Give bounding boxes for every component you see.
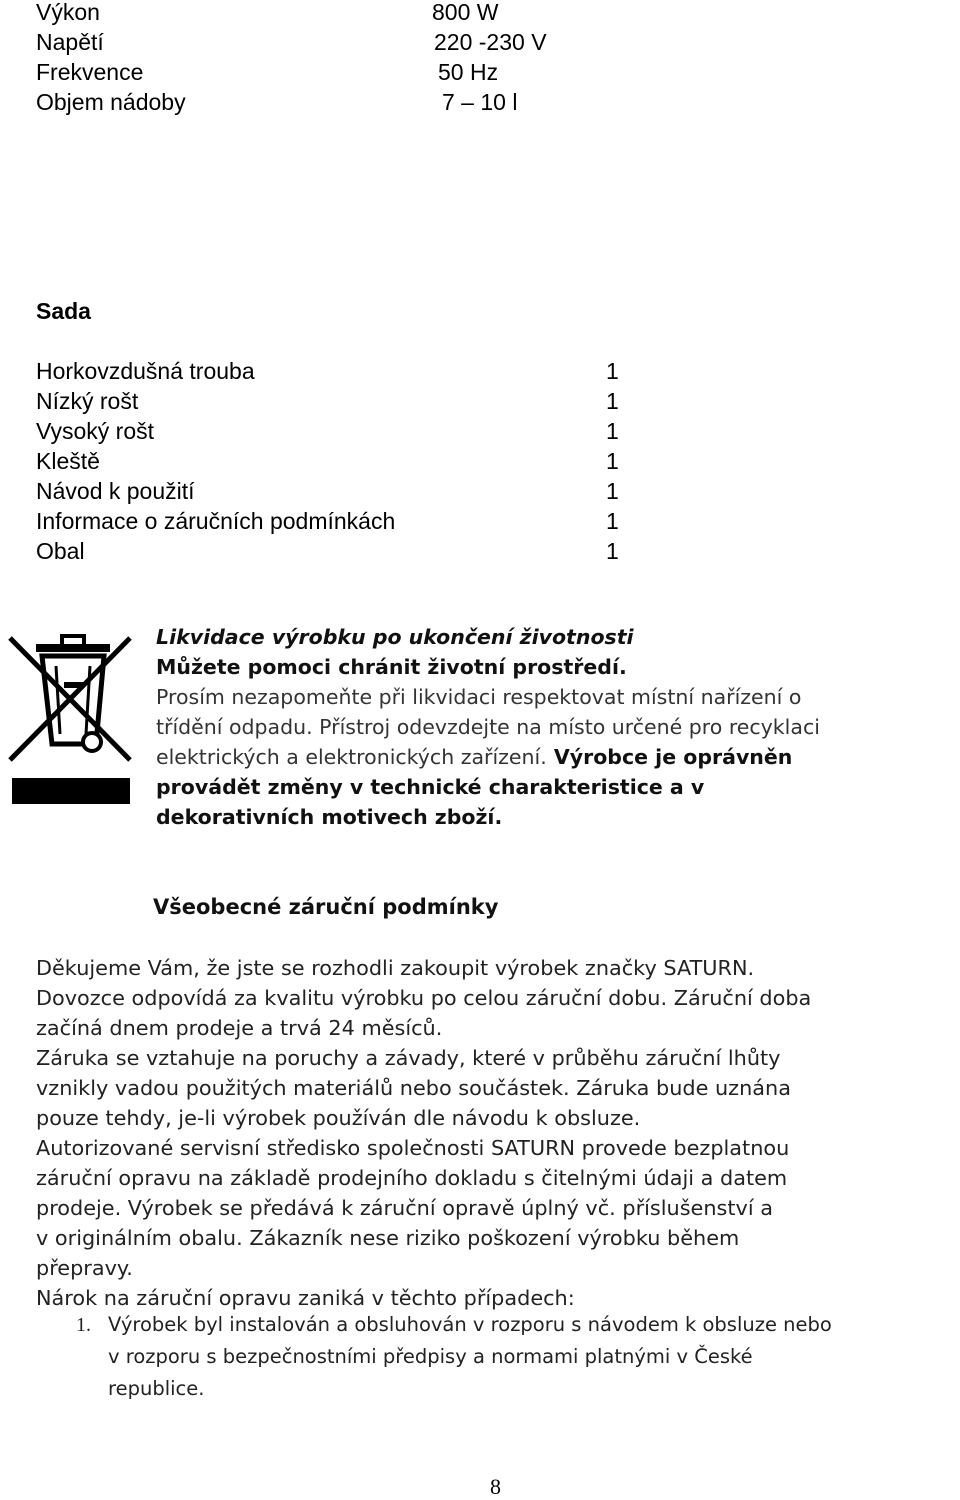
spec-label: Napětí [36, 29, 104, 55]
kit-item [36, 446, 636, 476]
disposal-section [156, 622, 956, 832]
kit-item-qty: 1 [606, 448, 619, 474]
kit-item-qty: 1 [606, 418, 619, 444]
kit-title: Sada [36, 298, 91, 324]
spec-label: Frekvence [36, 59, 144, 85]
disposal-line: provádět změny v technické charakteristice a v [156, 775, 705, 799]
spec-value: 220 -230 V [434, 29, 547, 55]
kit-item-qty: 1 [606, 538, 619, 564]
spec-value: 800 W [432, 0, 499, 25]
disposal-title: Likvidace výrobku po ukončení životnosti [156, 625, 634, 649]
list-item [108, 1309, 958, 1405]
kit-item [36, 386, 636, 416]
warranty-line: začíná dnem prodeje a trvá 24 měsíců. [36, 1016, 443, 1040]
warranty-body [36, 953, 956, 1313]
list-item-line: v rozporu s bezpečnostními předpisy a normami platnými v České [108, 1345, 753, 1368]
weee-crossed-bin-icon [6, 632, 136, 808]
warranty-line: Záruka se vztahuje na poruchy a závady, které v průběhu záruční lhůty [36, 1046, 781, 1070]
warranty-line: Autorizované servisní středisko společnosti SATURN provede bezplatnou [36, 1136, 790, 1160]
kit-item-name: Obal [36, 538, 85, 564]
disposal-text-bold: Výrobce je oprávněn [546, 745, 793, 769]
warranty-line: záruční opravu na základě prodejního dokladu s čitelnými údaji a datem [36, 1166, 788, 1190]
disposal-line: Můžete pomoci chránit životní prostředí. [156, 655, 627, 679]
warranty-line: vznikly vadou použitých materiálů nebo součástek. Záruka bude uznána [36, 1076, 791, 1100]
kit-item [36, 536, 636, 566]
spec-value: 7 – 10 l [442, 89, 518, 115]
kit-item-name: Horkovzdušná trouba [36, 358, 255, 384]
warranty-line: pouze tehdy, je-li výrobek používán dle návodu k obsluze. [36, 1106, 641, 1130]
warranty-title: Všeobecné záruční podmínky [153, 895, 499, 919]
warranty-line: Dovozce odpovídá za kvalitu výrobku po celou záruční dobu. Záruční doba [36, 986, 812, 1010]
kit-item-name: Informace o záručních podmínkách [36, 508, 396, 534]
kit-item-name: Návod k použití [36, 478, 195, 504]
disposal-line: dekorativních motivech zboží. [156, 805, 503, 829]
warranty-line: prodeje. Výrobek se předává k záruční opravě úplný vč. příslušenství a [36, 1196, 773, 1220]
spec-value: 50 Hz [438, 59, 499, 85]
warranty-line: přepravy. [36, 1256, 133, 1280]
kit-item-qty: 1 [606, 508, 619, 534]
kit-item-name: Kleště [36, 448, 100, 474]
kit-item-name: Vysoký rošt [36, 418, 155, 444]
list-item-line: Výrobek byl instalován a obsluhován v rozporu s návodem k obsluze nebo [108, 1313, 832, 1336]
kit-item-qty: 1 [606, 358, 619, 384]
warranty-line: Děkujeme Vám, že jste se rozhodli zakoupit výrobek značky SATURN. [36, 956, 755, 980]
kit-item [36, 506, 636, 536]
kit-item [36, 356, 636, 386]
warranty-line: Nárok na záruční opravu zaniká v těchto případech: [36, 1286, 575, 1310]
kit-item-qty: 1 [606, 478, 619, 504]
disposal-line [156, 742, 956, 772]
kit-item-qty: 1 [606, 388, 619, 414]
disposal-line: Prosím nezapomeňte při likvidaci respektovat místní nařízení o [156, 685, 802, 709]
page-number: 8 [490, 1474, 501, 1499]
disposal-text: elektrických a elektronických zařízení. [156, 745, 547, 769]
kit-item [36, 416, 636, 446]
list-item-line: republice. [108, 1377, 205, 1400]
disposal-line: třídění odpadu. Přístroj odevzdejte na místo určené pro recyklaci [156, 715, 820, 739]
spec-label: Objem nádoby [36, 89, 186, 115]
spec-label: Výkon [36, 0, 100, 25]
warranty-line: v originálním obalu. Zákazník nese riziko poškození výrobku během [36, 1226, 740, 1250]
list-number: 1. [76, 1314, 91, 1336]
kit-item-name: Nízký rošt [36, 388, 139, 414]
kit-item [36, 476, 636, 506]
